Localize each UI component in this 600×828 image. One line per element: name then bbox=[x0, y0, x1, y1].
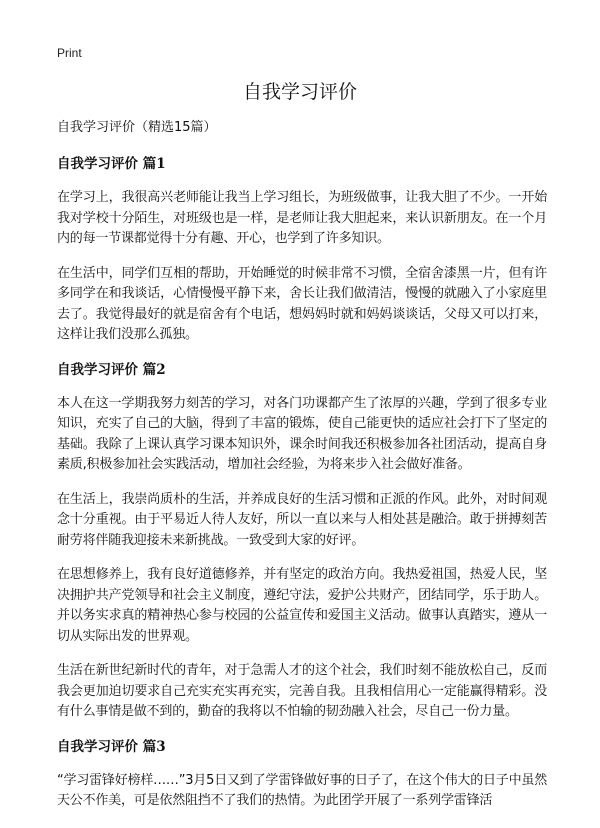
paragraph-2-2: 在生活上，我崇尚质朴的生活，并养成良好的生活习惯和正派的作风。此外，对时间观念十分重视。由于平易近人待人友好，所以一直以来与人相处甚是融洽。敢于拼搏刻苦耐劳将伴随我迎接未来新挑战。一致受到大家的好评。 bbox=[57, 491, 547, 548]
paragraph-1-2: 在生活中，同学们互相的帮助，开始睡觉的时候非常不习惯，全宿舍漆黑一片，但有许多同学在和我谈话，心情慢慢平静下来，舍长让我们做清洁，慢慢的就融入了小家庭里去了。我觉得最好的就是宿舍有个电话，想妈妈时就和妈妈谈谈话，父母又可以打来，这样让我们没那么孤独。 bbox=[57, 265, 547, 342]
document-subtitle: 自我学习评价（精选15篇） bbox=[57, 120, 217, 135]
document-body bbox=[57, 118, 547, 826]
paragraph-2-1: 本人在这一学期我努力刻苦的学习，对各门功课都产生了浓厚的兴趣，学到了很多专业知识，充实了自己的大脑，得到了丰富的锻炼，使自己能更快的适应社会打下了坚定的基础。我除了上课认真学习课本知识外，课余时间我还积极参加各社团活动，提高自身素质,积极参加社会实践活动，增加社会经验，为将来步入社会做好准备。 bbox=[57, 395, 547, 472]
section-heading-3: 自我学习评价 篇3 bbox=[57, 738, 166, 755]
section-heading-2: 自我学习评价 篇2 bbox=[57, 361, 166, 378]
paragraph-2-4: 生活在新世纪新时代的青年，对于急需人才的这个社会，我们时刻不能放松自己，反而我会更加迫切要求自己充实充实再充实，完善自我。且我相信用心一定能赢得精彩。没有什么事情是做不到的，勤奋的我将以不怕输的韧劲融入社会，尽自己一份力量。 bbox=[57, 663, 547, 719]
page-title: 自我学习评价 bbox=[242, 81, 357, 103]
paragraph-1-1: 在学习上，我很高兴老师能让我当上学习组长，为班级做事，让我大胆了不少。一开始我对学校十分陌生，对班级也是一样，是老师让我大胆起来，来认识新朋友。在一个月内的每一节课都觉得十分有趣、开心，也学到了许多知识。 bbox=[57, 190, 547, 246]
section-heading-1: 自我学习评价 篇1 bbox=[57, 156, 166, 172]
paragraph-2-3: 在思想修养上，我有良好道德修养，并有坚定的政治方向。我热爱祖国，热爱人民，坚决拥护共产党领导和社会主义制度，遵纪守法，爱护公共财产，团结同学，乐于助人。并以务实求真的精神热心参与校园的公益宣传和爱国主义活动。做事认真踏实，遵从一切从实际出发的世界观。 bbox=[57, 567, 547, 644]
print-link[interactable]: Print bbox=[57, 46, 82, 60]
paragraph-3-1: “学习雷锋好榜样……”3月5日又到了学雷锋做好事的日子了，在这个伟大的日子中虽然天公不作美，可是依然阻挡不了我们的热情。为此团学开展了一系列学雷锋活 bbox=[57, 772, 548, 808]
